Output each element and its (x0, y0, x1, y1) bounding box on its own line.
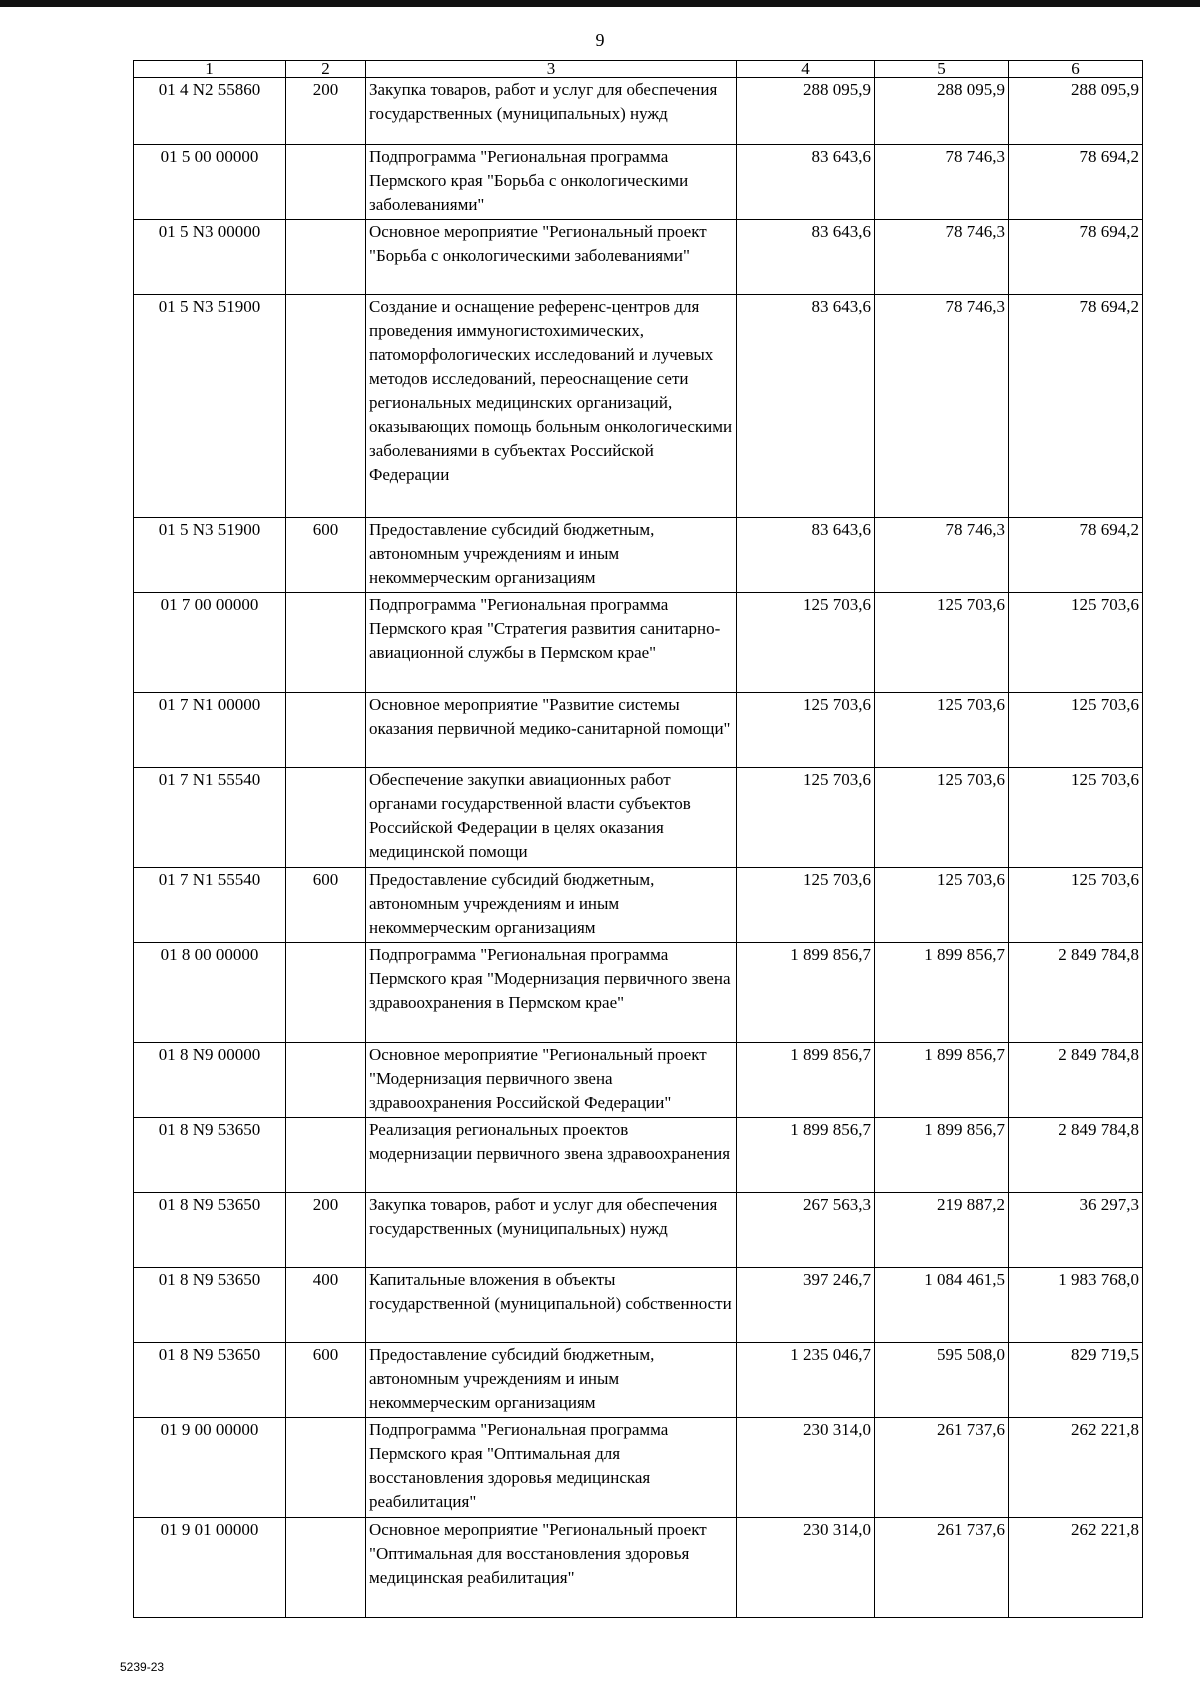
amount-cell: 83 643,6 (737, 145, 875, 220)
amount-cell: 288 095,9 (875, 78, 1009, 145)
amount-cell: 83 643,6 (737, 518, 875, 593)
target-code-cell: 01 8 N9 00000 (134, 1043, 286, 1118)
amount-cell: 78 746,3 (875, 518, 1009, 593)
table-row (134, 1518, 1143, 1618)
expense-type-cell: 200 (286, 78, 366, 145)
item-name-cell: Предоставление субсидий бюджетным, автономным учреждениям и иным некоммерческим организациям (366, 1343, 737, 1418)
amount-cell: 125 703,6 (875, 868, 1009, 943)
amount-cell: 125 703,6 (737, 868, 875, 943)
expense-type-cell: 600 (286, 1343, 366, 1418)
amount-cell: 230 314,0 (737, 1418, 875, 1518)
target-code-cell: 01 8 N9 53650 (134, 1118, 286, 1193)
item-name-cell: Закупка товаров, работ и услуг для обеспечения государственных (муниципальных) нужд (366, 1193, 737, 1268)
scan-top-edge (0, 0, 1200, 7)
amount-cell: 125 703,6 (875, 768, 1009, 868)
amount-cell: 125 703,6 (737, 693, 875, 768)
target-code-cell: 01 4 N2 55860 (134, 78, 286, 145)
target-code-cell: 01 8 00 00000 (134, 943, 286, 1043)
expense-type-cell (286, 1118, 366, 1193)
target-code-cell: 01 8 N9 53650 (134, 1193, 286, 1268)
target-code-cell: 01 8 N9 53650 (134, 1268, 286, 1343)
amount-cell: 1 899 856,7 (737, 1043, 875, 1118)
table-row (134, 295, 1143, 518)
expense-type-cell: 200 (286, 1193, 366, 1268)
amount-cell: 125 703,6 (1009, 593, 1143, 693)
expense-type-cell (286, 593, 366, 693)
item-name-cell: Подпрограмма "Региональная программа Пермского края "Борьба с онкологическими заболеваниями" (366, 145, 737, 220)
amount-cell: 125 703,6 (875, 693, 1009, 768)
table-row (134, 693, 1143, 768)
amount-cell: 1 899 856,7 (737, 1118, 875, 1193)
table-row (134, 78, 1143, 145)
table-row (134, 1268, 1143, 1343)
table-row (134, 768, 1143, 868)
item-name-cell: Предоставление субсидий бюджетным, автономным учреждениям и иным некоммерческим организациям (366, 518, 737, 593)
amount-cell: 262 221,8 (1009, 1418, 1143, 1518)
item-name-cell: Подпрограмма "Региональная программа Пермского края "Модернизация первичного звена здравоохранения в Пермском крае" (366, 943, 737, 1043)
expense-type-cell (286, 295, 366, 518)
expense-type-cell: 400 (286, 1268, 366, 1343)
amount-cell: 78 746,3 (875, 295, 1009, 518)
column-header: 3 (366, 61, 737, 78)
amount-cell: 1 084 461,5 (875, 1268, 1009, 1343)
amount-cell: 2 849 784,8 (1009, 1118, 1143, 1193)
item-name-cell: Подпрограмма "Региональная программа Пермского края "Оптимальная для восстановления здоровья медицинская реабилитация" (366, 1418, 737, 1518)
item-name-cell: Закупка товаров, работ и услуг для обеспечения государственных (муниципальных) нужд (366, 78, 737, 145)
table-row (134, 593, 1143, 693)
item-name-cell: Основное мероприятие "Региональный проект "Борьба с онкологическими заболеваниями" (366, 220, 737, 295)
column-header: 2 (286, 61, 366, 78)
target-code-cell: 01 5 N3 51900 (134, 295, 286, 518)
amount-cell: 83 643,6 (737, 295, 875, 518)
expense-type-cell (286, 768, 366, 868)
target-code-cell: 01 7 N1 55540 (134, 768, 286, 868)
expense-type-cell (286, 1518, 366, 1618)
document-code: 5239-23 (120, 1660, 165, 1674)
expense-type-cell (286, 220, 366, 295)
expense-type-cell (286, 693, 366, 768)
budget-table (133, 60, 1143, 1618)
target-code-cell: 01 5 N3 51900 (134, 518, 286, 593)
target-code-cell: 01 5 00 00000 (134, 145, 286, 220)
amount-cell: 125 703,6 (737, 768, 875, 868)
amount-cell: 36 297,3 (1009, 1193, 1143, 1268)
page-number: 9 (595, 30, 605, 50)
target-code-cell: 01 9 00 00000 (134, 1418, 286, 1518)
amount-cell: 78 694,2 (1009, 145, 1143, 220)
expense-type-cell: 600 (286, 868, 366, 943)
item-name-cell: Создание и оснащение референс-центров для проведения иммуногистохимических, патоморфологических исследований и лучевых методов исследований, переоснащение сети региональных медицинских организаций, оказывающих помощь больным онкологическими заболеваниями в субъектах Российской Федерации (366, 295, 737, 518)
amount-cell: 78 694,2 (1009, 295, 1143, 518)
expense-type-cell: 600 (286, 518, 366, 593)
amount-cell: 125 703,6 (1009, 868, 1143, 943)
amount-cell: 219 887,2 (875, 1193, 1009, 1268)
amount-cell: 267 563,3 (737, 1193, 875, 1268)
amount-cell: 595 508,0 (875, 1343, 1009, 1418)
amount-cell: 125 703,6 (875, 593, 1009, 693)
amount-cell: 78 694,2 (1009, 220, 1143, 295)
table-row (134, 868, 1143, 943)
table-row (134, 1043, 1143, 1118)
amount-cell: 2 849 784,8 (1009, 1043, 1143, 1118)
amount-cell: 1 899 856,7 (737, 943, 875, 1043)
table-row (134, 1418, 1143, 1518)
item-name-cell: Капитальные вложения в объекты государственной (муниципальной) собственности (366, 1268, 737, 1343)
amount-cell: 288 095,9 (737, 78, 875, 145)
amount-cell: 78 746,3 (875, 220, 1009, 295)
column-header: 4 (737, 61, 875, 78)
table-row (134, 145, 1143, 220)
table-row (134, 220, 1143, 295)
table-row (134, 943, 1143, 1043)
table-row (134, 1193, 1143, 1268)
amount-cell: 1 899 856,7 (875, 943, 1009, 1043)
column-number-row (134, 61, 1143, 78)
item-name-cell: Реализация региональных проектов модернизации первичного звена здравоохранения (366, 1118, 737, 1193)
amount-cell: 261 737,6 (875, 1518, 1009, 1618)
amount-cell: 125 703,6 (1009, 693, 1143, 768)
amount-cell: 397 246,7 (737, 1268, 875, 1343)
target-code-cell: 01 9 01 00000 (134, 1518, 286, 1618)
amount-cell: 83 643,6 (737, 220, 875, 295)
target-code-cell: 01 8 N9 53650 (134, 1343, 286, 1418)
expense-type-cell (286, 1418, 366, 1518)
item-name-cell: Обеспечение закупки авиационных работ органами государственной власти субъектов Российской Федерации в целях оказания медицинской помощи (366, 768, 737, 868)
amount-cell: 261 737,6 (875, 1418, 1009, 1518)
target-code-cell: 01 7 N1 55540 (134, 868, 286, 943)
amount-cell: 1 899 856,7 (875, 1043, 1009, 1118)
amount-cell: 2 849 784,8 (1009, 943, 1143, 1043)
table-row (134, 1118, 1143, 1193)
amount-cell: 1 235 046,7 (737, 1343, 875, 1418)
expense-type-cell (286, 145, 366, 220)
column-header: 6 (1009, 61, 1143, 78)
amount-cell: 1 899 856,7 (875, 1118, 1009, 1193)
table-row (134, 1343, 1143, 1418)
target-code-cell: 01 5 N3 00000 (134, 220, 286, 295)
amount-cell: 288 095,9 (1009, 78, 1143, 145)
amount-cell: 125 703,6 (737, 593, 875, 693)
item-name-cell: Основное мероприятие "Развитие системы оказания первичной медико-санитарной помощи" (366, 693, 737, 768)
item-name-cell: Основное мероприятие "Региональный проект "Оптимальная для восстановления здоровья медицинская реабилитация" (366, 1518, 737, 1618)
item-name-cell: Основное мероприятие "Региональный проект "Модернизация первичного звена здравоохранения Российской Федерации" (366, 1043, 737, 1118)
amount-cell: 829 719,5 (1009, 1343, 1143, 1418)
amount-cell: 230 314,0 (737, 1518, 875, 1618)
amount-cell: 1 983 768,0 (1009, 1268, 1143, 1343)
table-row (134, 518, 1143, 593)
item-name-cell: Предоставление субсидий бюджетным, автономным учреждениям и иным некоммерческим организациям (366, 868, 737, 943)
item-name-cell: Подпрограмма "Региональная программа Пермского края "Стратегия развития санитарно-авиационной службы в Пермском крае" (366, 593, 737, 693)
target-code-cell: 01 7 00 00000 (134, 593, 286, 693)
amount-cell: 125 703,6 (1009, 768, 1143, 868)
column-header: 1 (134, 61, 286, 78)
amount-cell: 78 746,3 (875, 145, 1009, 220)
amount-cell: 262 221,8 (1009, 1518, 1143, 1618)
expense-type-cell (286, 943, 366, 1043)
amount-cell: 78 694,2 (1009, 518, 1143, 593)
expense-type-cell (286, 1043, 366, 1118)
column-header: 5 (875, 61, 1009, 78)
target-code-cell: 01 7 N1 00000 (134, 693, 286, 768)
